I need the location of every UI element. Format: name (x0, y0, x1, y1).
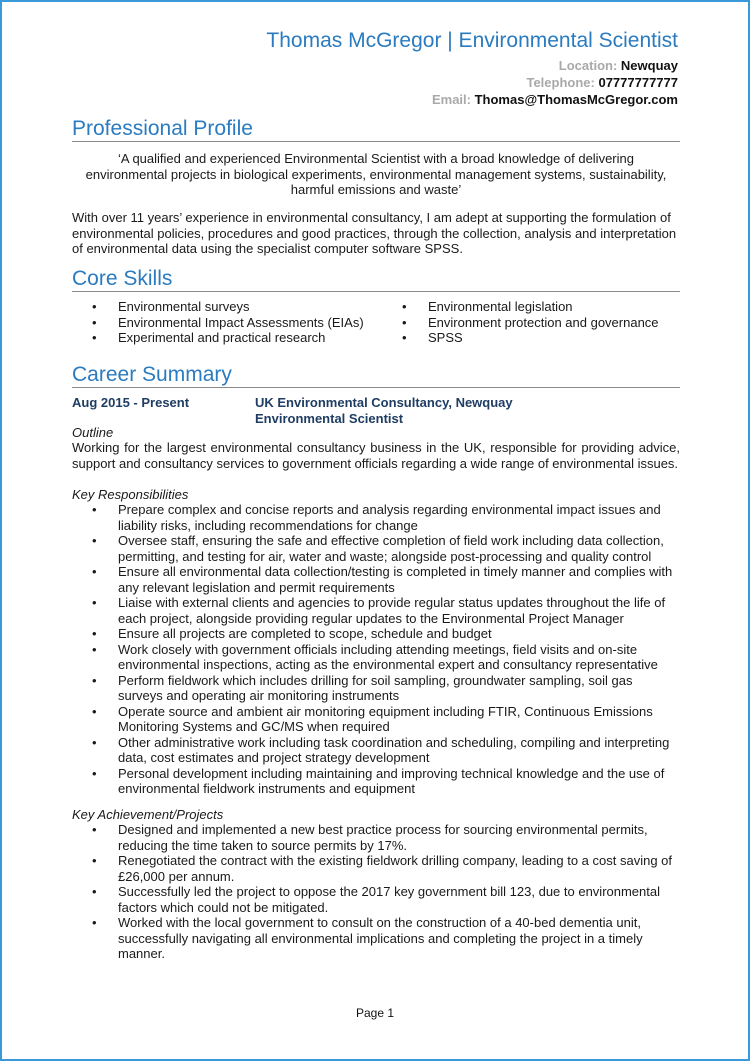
skill-item: • Environment protection and governance (382, 315, 659, 331)
list-item: • Renegotiated the contract with the existing fieldwork drilling company, leading to a cost saving of £26,000 per annum. (72, 853, 680, 884)
outline-text: Working for the largest environmental consultancy business in the UK, responsible for providing advice, support and consultancy services to government officials regarding a wide range of environmental issues. (72, 440, 680, 471)
profile-quote: ‘A qualified and experienced Environmental Scientist with a broad knowledge of delivering environmental projects in biological experiments, environmental management systems, sustainability, harmful emissions and waste’ (85, 151, 667, 197)
list-item: • Perform fieldwork which includes drilling for soil sampling, groundwater sampling, soil gas surveys and operating air monitoring instruments (72, 673, 680, 704)
list-item: • Successfully led the project to oppose the 2017 key government bill 123, due to environmental factors which could not be mitigated. (72, 884, 680, 915)
job-role: Environmental Scientist (255, 410, 404, 426)
career-heading: Career Summary (72, 364, 680, 388)
location-label: Location: (558, 58, 618, 73)
skills-heading: Core Skills (72, 268, 680, 292)
list-item: • Prepare complex and concise reports and analysis regarding environmental impact issues and liability risks, including recommendations for change (72, 502, 680, 533)
responsibilities-list (72, 502, 680, 797)
name-title: Thomas McGregor | Environmental Scientist (266, 29, 678, 52)
list-item: • Worked with the local government to consult on the construction of a 40-bed dementia unit, successfully navigating all environmental implications and completing the project in a timely manner. (72, 915, 680, 962)
list-item: • Liaise with external clients and agencies to provide regular status updates throughout the life of each project, alongside providing regular updates to the Environmental Project Manager (72, 595, 680, 626)
responsibilities-label: Key Responsibilities (72, 487, 189, 502)
profile-heading: Professional Profile (72, 118, 680, 142)
list-item: • Other administrative work including task coordination and scheduling, compiling and interpreting data, cost estimates and project strategy development (72, 735, 680, 766)
skills-column-right (382, 299, 659, 346)
email-label: Email: (431, 92, 471, 107)
location-value: Newquay (620, 58, 678, 73)
skill-item: • Environmental surveys (72, 299, 382, 315)
job-date: Aug 2015 - Present (72, 395, 190, 410)
list-item: • Personal development including maintaining and improving technical knowledge and the use of environmental fieldwork instruments and equipment (72, 766, 680, 797)
contact-block (432, 57, 678, 108)
location-line (432, 57, 678, 74)
achievements-list (72, 822, 680, 962)
list-item: • Ensure all projects are completed to scope, schedule and budget (72, 626, 680, 642)
skill-item: • Environmental Impact Assessments (EIAs) (72, 315, 382, 331)
email-value[interactable]: Thomas@ThomasMcGregor.com (474, 92, 678, 107)
skill-item: • Environmental legislation (382, 299, 659, 315)
list-item: • Designed and implemented a new best practice process for sourcing environmental permits, reducing the time taken to source permits by 17%. (72, 822, 680, 853)
outline-label: Outline (72, 425, 114, 440)
telephone-line (432, 74, 678, 91)
list-item: • Ensure all environmental data collection/testing is completed in timely manner and complies with any relevant legislation and permit requirements (72, 564, 680, 595)
telephone-label: Telephone: (526, 75, 595, 90)
page-number: Page 1 (355, 1006, 395, 1020)
skills-column-left (72, 299, 382, 346)
email-line (432, 91, 678, 108)
skill-item: • SPSS (382, 330, 659, 346)
achievements-label: Key Achievement/Projects (72, 807, 224, 822)
job-company: UK Environmental Consultancy, Newquay (255, 395, 513, 410)
list-item: • Work closely with government officials including attending meetings, field visits and on-site environmental inspections, acting as the environmental expert and consultancy representative (72, 642, 680, 673)
skills-list (72, 299, 680, 346)
skill-item: • Experimental and practical research (72, 330, 382, 346)
profile-text: With over 11 years’ experience in environmental consultancy, I am adept at supporting the formulation of environmental policies, procedures and good practices, through the collection, analysis and interpretation of environmental data using the specialist computer software SPSS. (72, 210, 677, 256)
telephone-value: 07777777777 (598, 75, 678, 90)
list-item: • Oversee staff, ensuring the safe and effective completion of field work including data collection, permitting, and testing for air, water and waste; alongside post-processing and quality control (72, 533, 680, 564)
list-item: • Operate source and ambient air monitoring equipment including FTIR, Continuous Emissions Monitoring Systems and GC/MS when required (72, 704, 680, 735)
